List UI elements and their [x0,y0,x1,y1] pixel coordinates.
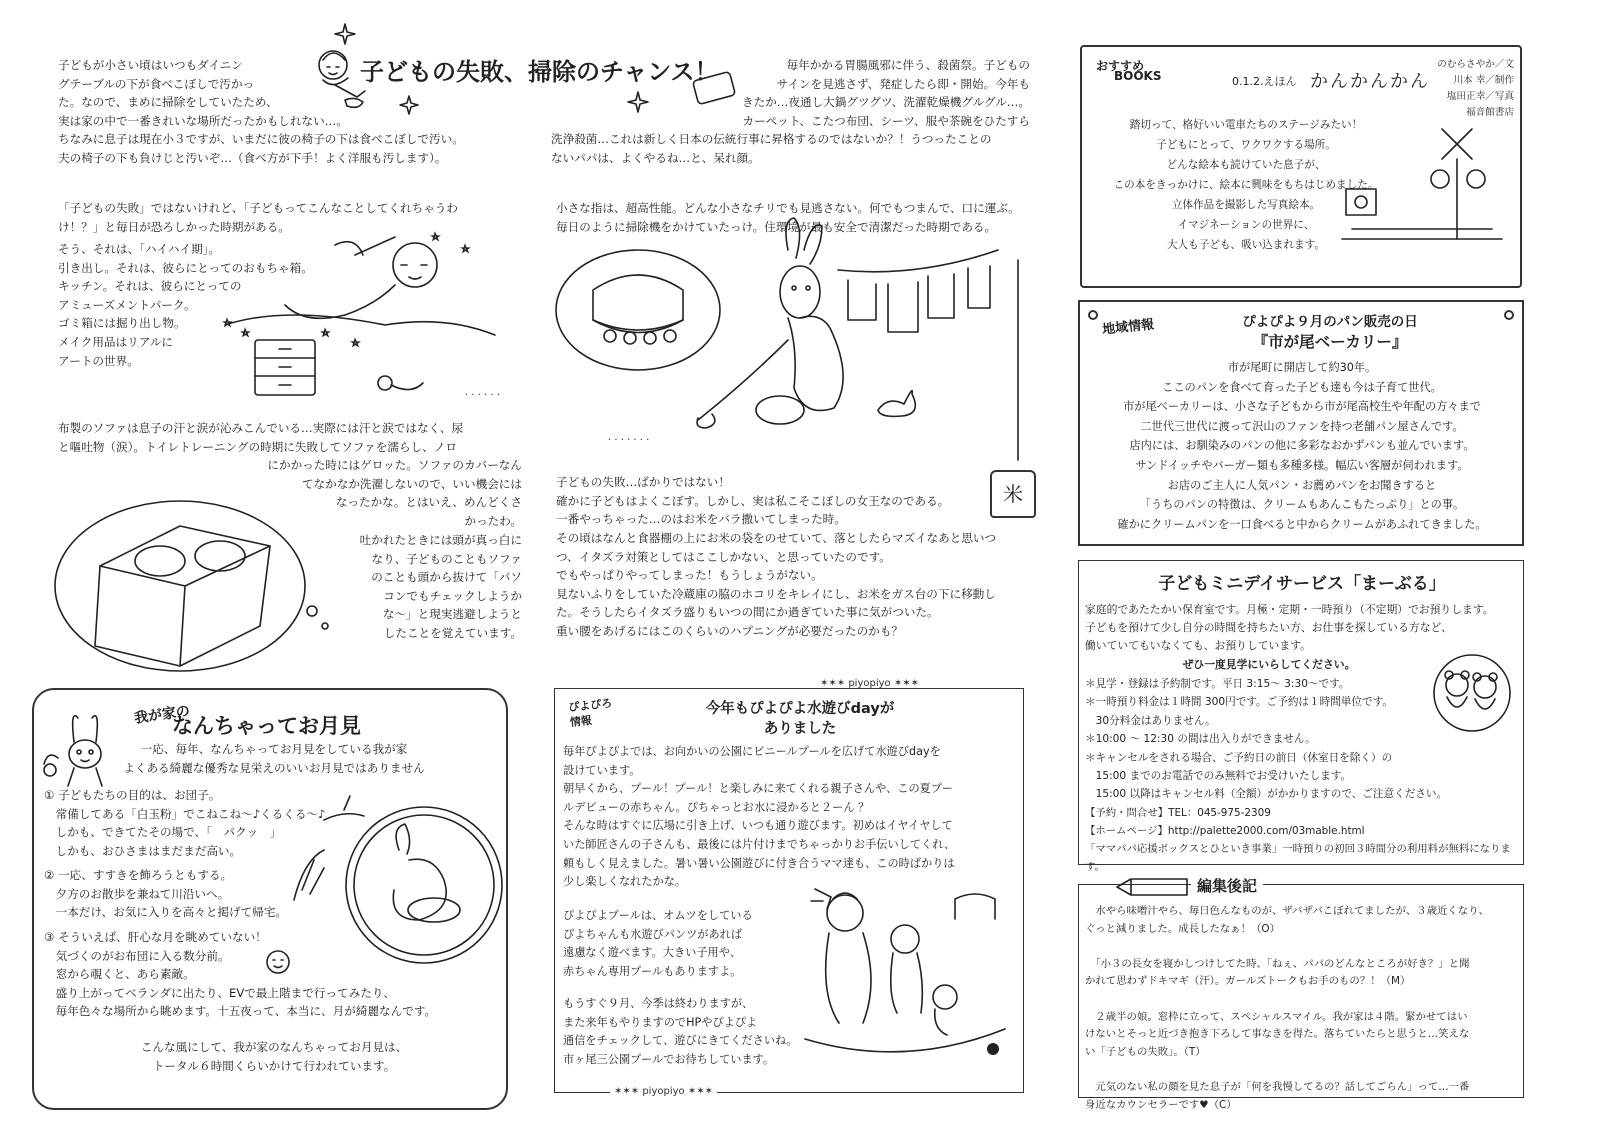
dango-icon [264,948,294,978]
piyo-deco-bottom: ✶✶✶ piyopiyo ✶✶✶ [610,1086,717,1097]
sofa-paragraph-ending: 吐かれたときには頭が真っ白に なり、子どものこともソファ のことも頭から抜けて「パソ コンでもチェックしようか な～」と現実逃避しようと したことを覚えています。 [359,533,522,640]
vacuum-rabbit-illustration [548,240,1048,460]
flu-paragraph: 毎年かかる胃腸風邪に伴う、殺菌祭。子どもの サインを見逃さず、発症したら即・開始。今年も きたか…夜通し大鍋グツグツ、洗濯乾燥機グルグル…。 カーペット、こたつ布団、シーツ、服や茶碗をひたすら [742,58,1030,128]
railway-crossing-illustration [1342,119,1522,249]
books-section [1080,45,1522,288]
bakery-label: 地域情報 [1101,317,1155,338]
daycare-intro: 家庭的であたたかい保育室です。月極・定期・一時預り（不定期）でお預りします。 子どもを預けて少し自分の時間を持ちたい方、お仕事を探している方など、 働いていてもいなくても、お預りしています。 [1085,603,1494,652]
sparkle-icon [628,92,648,112]
book-description: 踏切って、格好いい電車たちのステージみたい！ 子どもにとって、ワクワクする場所。 どんな絵本も読けていた息子が、 この本をきっかけに、絵本に興味をもちはじめました。 立体作品を撮影した写真絵本。 イマジネーションの世界に、 大人も子ども、吸い込まれます。 [1113,119,1379,251]
piyo-paragraph-3: もうすぐ９月、今季は終わりますが、 また来年もやりますのでHPやぴよぴよ 通信をチェックして、遊びにきてくださいね。 市ヶ尾三公園プールでお待ちしています。 [563,997,798,1066]
rice-paragraph-a: 子どもの失敗…ばかりではない！ 確かに子どもはよくこぼす。しかし、実は私こそこぼしの女王なのである。 一番やっちゃった…のはお米をバラ撒いてしまった時。 [556,475,950,527]
daycare-contact: 【予約・問合せ】TEL：045-975-2309 【ホームページ】http://palette2000.com/03mable.html 「ママパパ応援ボックスとひといき事業」一時預りの初回３時間分の利用料が無料になります。 [1085,807,1511,873]
sparkle-icon [335,24,355,44]
bakery-title: 『市が尾ベーカリー』 [1252,333,1408,351]
piyo-section [554,688,1024,1093]
moon-ending: こんな風にして、我が家のなんちゃってお月見は、 トータル６時間くらいかけて行われています。 [140,1040,408,1073]
rice-paragraph-b: その頃はなんと食器棚の上にお米の袋をのせていて、落としたらマズイなあと思いつ つ、イタズラ対策としてはここしかない、と思っていたのです。 でもやっぱりやってしまった！もうしょうがない。 見ないふりをしていた冷蔵庫の脇のホコリをキレイにし、お米をガス台の下に移動し た。そうしたらイタズラ盛りもいつの間にか過ぎていた事に気がついた。 重い腰をあげるにはこのくらいのハプニングが必要だったのかも？ [556,531,997,638]
fingers-paragraph: 小さな指は、超高性能。どんな小さなチリでも見逃さない。何でもつまんで、口に運ぶ。 毎日のように掃除機をかけていたっけ。住環境が最も安全で清潔だった時期である。 [556,201,1020,234]
pool-kids-illustration [805,879,1015,1079]
haihai-intro: 「子どもの失敗」ではないけれど、「子どもってこんなことしてくれちゃうわ け！？」と毎日が恐ろしかった時期がある。 [58,201,458,234]
sofa-illustration [50,486,340,681]
haihai-list: そう、それは、「ハイハイ期」。 引き出し。それは、彼らにとってのおもちゃ箱。 キッチン。それは、彼らにとっての アミューズメントパーク。 ゴミ箱には掘り出し物。 メイク用品はリアルに アートの世界。 [58,242,313,368]
page-headline: 子どもの失敗、掃除のチャンス！ [360,58,719,86]
moon-item-2: ② 一応、すすきを飾ろうともする。 夕方のお散歩を兼ねて川沿いへ。 一本だけ、お気に入りを高々と掲げて帰宅。 [44,868,288,920]
moon-viewing-section [32,688,508,1110]
punch-hole-icon [1088,310,1098,320]
sofa-paragraph-right: にかかった時にはゲロッた。ソファのカバーなん てなかなか洗濯しないので、いい機会には なったかな。とはいえ、めんどくさ かったわ。 [267,458,522,528]
moon-title: なんちゃってお月見 [172,714,361,738]
flu-paragraph-end: 洗浄殺菌…これは新しく日本の伝統行事に昇格するのではないか？！うつったことの ないパパは、よくやるね…と、呆れ顔。 [551,132,992,165]
books-label-big: BOOKS [1114,69,1162,83]
bakery-text: 市が尾町に開店して約30年。 ここのパンを食べて育った子ども達も今は子育て世代。 市が尾ベーカリーは、小さな子どもから市が尾高校生や年配の方々まで 二世代三世代に渡って沢山のファンを持つ老舗パン屋さんです。 店内には、お馴染みのパンの他に多彩なおかずパンも並んでいます。 サンドイッチやバーガー類も多種多様。幅広い客層が伺われます。 お店のご主人に人気パン・お薦めパンをお聞きすると 「うちのパンの特徴は、クリームもあんこもたっぷり」との事。 確かにクリームパンを一口食べると中からクリームがあふれてきました。 [1117,361,1487,531]
bakery-section [1078,300,1524,546]
editor-title: 編集後記 [1191,875,1263,896]
piyo-deco-bottom-text: piyopiyo [642,1086,685,1097]
piyo-title: 今年もぴよぴよ水遊びdayが ありました [705,701,895,737]
svg-text:. . . . . .: . . . . . . [465,387,500,398]
bears-illustration [1427,653,1517,733]
book-credits: のむらさやか／文 川本 幸／制作 塩田正幸／写真 福音館書店 [1437,59,1514,118]
editor-section [1078,877,1524,1111]
books-label-small: おすすめ [1096,59,1145,73]
moon-item-1: ① 子どもたちの目的は、お団子。 常備してある「白玉粉」でこねこね～♪くるくる～♪ しかも、できてたその場で、「 パクッ 」 しかも、おひさまはまだまだ高い。 [44,788,326,858]
moon-rabbit-illustration [284,790,504,970]
punch-hole-icon [1504,310,1514,320]
daycare-visit: ぜひ一度見学にいらしてください。 [1182,658,1356,671]
daycare-section [1078,560,1524,873]
book-title: かんかんかん [1310,71,1430,92]
sofa-paragraph-top: 布製のソファは息子の汗と涙が沁みこんでいる…実際には汗と涙ではなく、尿 と嘔吐物（涙）。トイレトレーニングの時期に失敗してソファを濡らし、ノロ [58,421,464,454]
piyo-deco-top-text: piyopiyo [848,678,891,689]
piyo-deco-top: ✶✶✶ piyopiyo ✶✶✶ [820,678,919,689]
moon-item-3: ③ そういえば、肝心な月を眺めていない！ 気づくのがお布団に入る数分前。 窓から覗くと、あら素敵。 盛り上がってベランダに出たり、EVで最上階まで行ってみたり、 毎年色々な場所から眺めます。十五夜って、本当に、月が綺麗なんです。 [44,930,437,1019]
rice-bag-icon [990,470,1036,518]
daycare-notes: ＊見学・登録は予約制です。平日 3:15～ 3:30～です。 ＊一時預り料金は１時間 300円です。ご予約は１時間単位です。 30分料金はありません。 ＊10:00 ～ 12:30 の間は出入りができません。 ＊キャンセルをされる場合、ご予約日の前日（休室日を除く）の 15:00 までのお電話でのみ無料でお受けいたします。 15:00 以降はキャンセル料（全額）がかかりますので、ご注意ください。 [1085,678,1448,801]
bakery-subtitle: ぴよぴよ９月のパン販売の日 [1242,314,1418,330]
pencil-icon [1117,877,1187,897]
piyo-paragraph-1: 毎年ぴよぴよでは、お向かいの公園にビニールプールを広げて水遊びdayを 設けています。 朝早くから、プール！プール！と楽しみに来てくれる親子さんや、この夏プー ルデビューの赤ちゃん。ぴちゃっとお水に浸かると２ーん ？ そんな時はすぐに広場に引き上げ、いつも通り遊びます。初めはイヤイヤして いた師匠さんの子さんも、最後には片付けまでちゃっかりお手伝いしてくれ、 頼もしく見えました。暑い暑い公園遊びに付き合うママ達も、この時ばかりは 少し楽しくなれたかな。 [563,745,956,889]
moon-intro: 一応、毎年、なんちゃってお月見をしている我が家 よくある綺麗な優秀な見栄えのいいお月見ではありません [123,742,425,775]
rice-bag-label: 米 [1003,482,1023,506]
moon-kicker: 我が家の [133,703,191,727]
editor-text: 水やら味噌汁やら、毎日色んなものが、ザバザバこぼれてましたが、３歳近くなり、 ぐっと減りました。成長したなぁ！（O） 「小３の長女を寝かしつけしてた時、「ねぇ、パパのどんなところが好き？」と聞 かれて思わずドキマギ（汗）。ガールズトークもお手のもの？！（M） ２歳半の娘。窓枠に立って、スペシャルスマイル。我が家は４階。緊かせてはい けないとそっと近づき抱き下ろして事なきを得た。落ちていたらと思うと…笑えな い「子どもの失敗」。（T） 元気のない私の顔を見た息子が「何を我慢してるの？話してごらん」って…一番 身近なカウンセラーです♥（C） [1085,905,1489,1111]
crawling-baby-illustration [215,225,515,400]
piyo-label: ぴよぴろ 情報 [567,696,613,730]
daycare-title: 子どもミニデイサービス「まーぶる」 [1158,574,1446,594]
piyo-paragraph-2: ぴよぴよプールは、オムツをしている ぴよちゃんも水遊びパンツがあれば 遠慮なく遊べます。大きい子用や、 赤ちゃん専用プールもありますよ。 [563,909,753,978]
svg-text:. . . . . . .: . . . . . . . [608,432,650,443]
book-series: 0.1.2.えほん [1232,75,1297,88]
sponge-icon [690,68,740,108]
intro-paragraph: 子どもが小さい頃はいつもダイニン グテーブルの下が食べこぼしで汚かっ た。なので、まめに掃除をしていたため、 実は家の中で一番きれいな場所だったかもしれない…。 ちなみに息子は現在小３ですが、いまだに彼の椅子の下は食べこぼしで汚い。 夫の椅子の下も負けじと汚いぞ…（食べ方が下手！よく洋服も汚します）。 [58,58,464,165]
